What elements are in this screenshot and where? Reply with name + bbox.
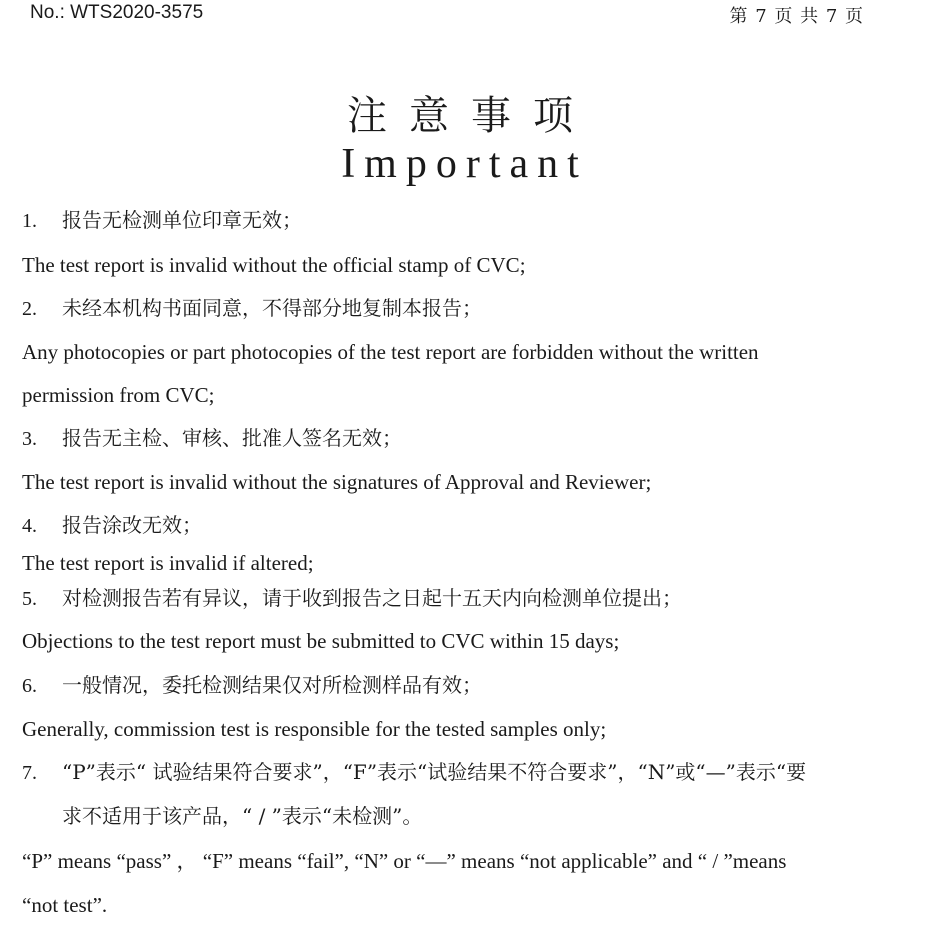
- item-number: 4.: [22, 515, 37, 537]
- item-text-cn: 未经本机构书面同意，不得部分地复制本报告；: [62, 296, 482, 320]
- item-number: 6.: [22, 675, 37, 697]
- item-5-en: Objections to the test report must be submitted to CVC within 15 days;: [22, 629, 620, 653]
- item-2-en-line-2: permission from CVC;: [22, 383, 215, 407]
- item-6-cn: [22, 672, 482, 699]
- title-chinese: 注意事项: [347, 93, 595, 139]
- item-text-cn: 报告无主检、审核、批准人签名无效；: [62, 426, 402, 450]
- item-7-cn-line-2: 求不适用于该产品，“ / ”表示“未检测”。: [62, 804, 423, 828]
- item-1-en: The test report is invalid without the official stamp of CVC;: [22, 253, 526, 277]
- item-number: 3.: [22, 428, 37, 450]
- item-4-cn: [22, 512, 202, 539]
- item-7-en-line-2: “not test”.: [22, 893, 108, 917]
- item-number: 1.: [22, 210, 37, 232]
- item-2-cn: [22, 295, 482, 322]
- document-number: No.: WTS2020-3575: [30, 2, 204, 23]
- item-number: 2.: [22, 298, 37, 320]
- item-text-cn: 报告涂改无效；: [62, 513, 202, 537]
- item-7-en-line-1: “P” means “pass” ， “F” means “fail”, “N” or “—” means “not applicable” and “ / ”means: [22, 849, 787, 873]
- item-1-cn: [22, 207, 302, 234]
- item-number: 7.: [22, 762, 37, 784]
- item-text-cn: “P”表示“ 试验结果符合要求”，“F”表示“试验结果不符合要求”，“N”或“—”表示“要: [62, 760, 807, 784]
- item-text-cn: 报告无检测单位印章无效；: [62, 208, 302, 232]
- item-text-cn: 一般情况，委托检测结果仅对所检测样品有效；: [62, 673, 482, 697]
- item-7-cn-line-1: [22, 759, 806, 786]
- item-number: 5.: [22, 588, 37, 610]
- item-5-cn: [22, 585, 682, 612]
- page-number: 第 7 页 共 7 页: [729, 6, 864, 27]
- item-4-en: The test report is invalid if altered;: [22, 551, 314, 575]
- item-3-cn: [22, 425, 402, 452]
- item-6-en: Generally, commission test is responsible for the tested samples only;: [22, 717, 607, 741]
- item-text-cn: 对检测报告若有异议，请于收到报告之日起十五天内向检测单位提出；: [62, 586, 682, 610]
- item-3-en: The test report is invalid without the signatures of Approval and Reviewer;: [22, 470, 652, 494]
- item-2-en-line-1: Any photocopies or part photocopies of the test report are forbidden without the written: [22, 340, 759, 364]
- title-english: Important: [341, 141, 588, 187]
